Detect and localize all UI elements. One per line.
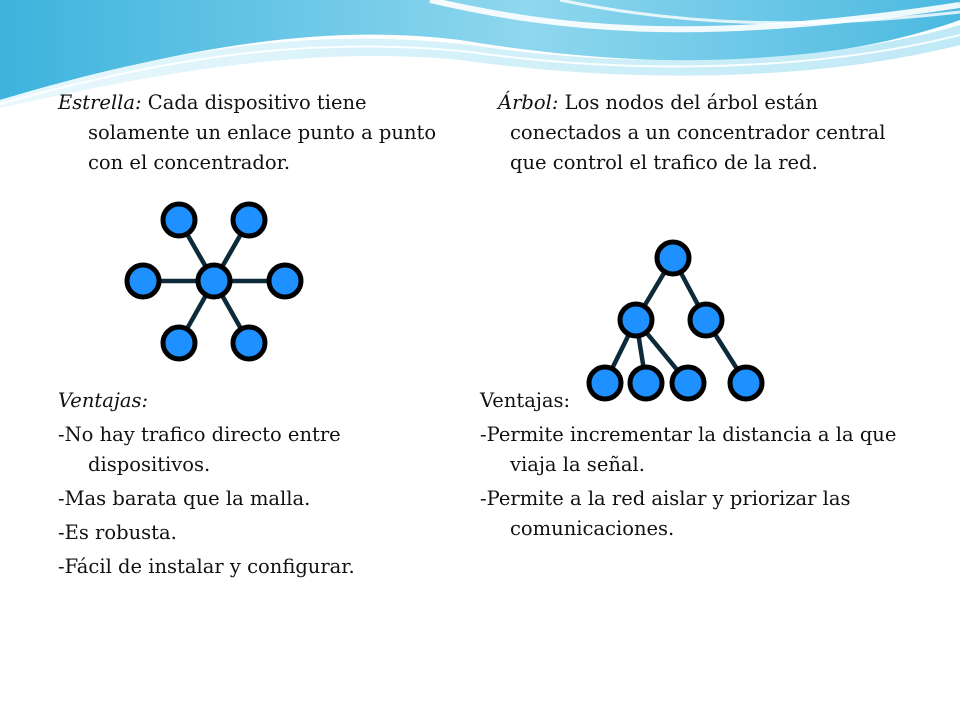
star-topology-column xyxy=(58,88,458,178)
star-topology-diagram xyxy=(115,193,307,375)
star-node xyxy=(233,327,265,359)
star-advantage-2: -Mas barata que la malla. xyxy=(58,487,311,510)
star-term: Estrella: xyxy=(58,91,142,114)
tree-root-node xyxy=(657,242,689,274)
tree-node xyxy=(690,304,722,336)
star-hub-node xyxy=(198,265,230,297)
star-node xyxy=(233,204,265,236)
tree-advantage-2: -Permite a la red aislar y priorizar las comunicaciones. xyxy=(480,487,851,540)
star-node xyxy=(127,265,159,297)
tree-topology-column xyxy=(480,88,900,178)
star-advantages-block xyxy=(58,386,458,582)
tree-description-text: Los nodos del árbol están conectados a un concentrador central que control el trafico de la red. xyxy=(510,91,886,174)
tree-advantages-block xyxy=(480,386,900,544)
tree-advantages-title: Ventajas: xyxy=(480,389,571,412)
tree-description xyxy=(480,88,900,178)
star-advantage-4: -Fácil de instalar y configurar. xyxy=(58,555,355,578)
star-node xyxy=(163,204,195,236)
star-node xyxy=(269,265,301,297)
star-advantage-3: -Es robusta. xyxy=(58,521,177,544)
tree-term: Árbol: xyxy=(498,91,559,114)
tree-advantage-1: -Permite incrementar la distancia a la que viaja la señal. xyxy=(480,423,897,476)
tree-topology-diagram xyxy=(578,225,774,411)
star-advantage-1: -No hay trafico directo entre dispositivos. xyxy=(58,423,341,476)
star-node xyxy=(163,327,195,359)
star-description-text: Cada dispositivo tiene solamente un enlace punto a punto con el concentrador. xyxy=(88,91,437,174)
tree-node xyxy=(620,304,652,336)
star-advantages-title: Ventajas: xyxy=(58,389,149,412)
star-description xyxy=(58,88,458,178)
